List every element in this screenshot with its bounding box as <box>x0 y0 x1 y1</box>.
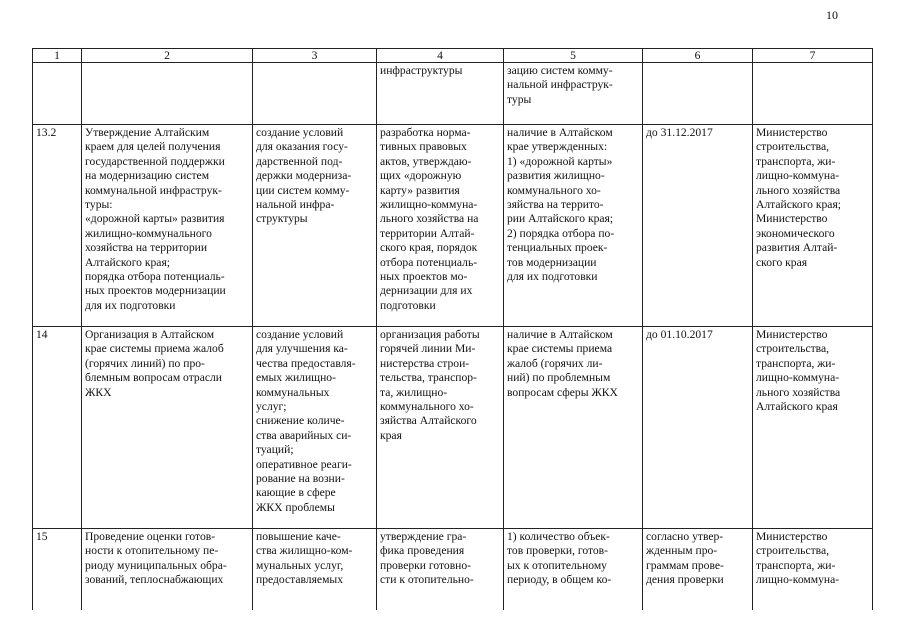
column-header: 3 <box>253 49 377 63</box>
column-header: 6 <box>643 49 753 63</box>
measure-responsible: Министерство строительства, транспорта, жи- лищно-коммуна- <box>753 529 873 611</box>
measure-indicator: наличие в Алтайском крае утвержденных: 1) «дорожной карты» развития жилищно- коммунального хо- зяйства на террито- рии Алтайского края; 2) порядка отбора по- тенциальных проек- тов модернизации для их подготовки <box>504 125 643 327</box>
measures-table <box>32 48 873 610</box>
table-cell <box>82 63 253 125</box>
table-row <box>33 125 873 327</box>
measure-indicator: 1) количество объек- тов проверки, готов- ых к отопительному периоду, в общем ко- <box>504 529 643 611</box>
table-cell <box>753 63 873 125</box>
column-header: 2 <box>82 49 253 63</box>
measure-actions: организация работы горячей линии Ми- нистерства строи- тельства, транспор- та, жилищно- коммунального хо- зяйства Алтайского края <box>377 327 504 529</box>
column-header: 1 <box>33 49 82 63</box>
table-cell: инфраструктуры <box>377 63 504 125</box>
measure-deadline: до 31.12.2017 <box>643 125 753 327</box>
column-header: 7 <box>753 49 873 63</box>
table-row <box>33 327 873 529</box>
table-cell <box>33 63 82 125</box>
row-number: 14 <box>33 327 82 529</box>
measure-goal: повышение каче- ства жилищно-ком- мунальных услуг, предоставляемых <box>253 529 377 611</box>
measure-actions: разработка норма- тивных правовых актов, утверждаю- щих «дорожную карту» развития жилищно-коммуна- льного хозяйства на территории Алтай- ского края, порядок отбора потенциаль- ных проектов мо- дернизации для их подготовки <box>377 125 504 327</box>
page-number: 10 <box>826 8 838 22</box>
column-header: 5 <box>504 49 643 63</box>
table-cell: зацию систем комму- нальной инфраструк- туры <box>504 63 643 125</box>
measure-indicator: наличие в Алтайском крае системы приема жалоб (горячих ли- ний) по проблемным вопросам сферы ЖКХ <box>504 327 643 529</box>
measure-goal: создание условий для улучшения ка- чества предоставля- емых жилищно- коммунальных услуг; снижение количе- ства аварийных си- туаций; оперативное реаги- рование на возни- кающие в сфере ЖКХ проблемы <box>253 327 377 529</box>
column-header: 4 <box>377 49 504 63</box>
measure-name: Проведение оценки готов- ности к отопительному пе- риоду муниципальных обра- зований, теплоснабжающих <box>82 529 253 611</box>
measure-deadline: до 01.10.2017 <box>643 327 753 529</box>
measure-responsible: Министерство строительства, транспорта, жи- лищно-коммуна- льного хозяйства Алтайского края <box>753 327 873 529</box>
measure-name: Утверждение Алтайским краем для целей получения государственной поддержки на модернизацию систем коммунальной инфраструк- туры: «дорожной карты» развития жилищно-коммунального хозяйства на территории Алтайского края; порядка отбора потенциаль- ных проектов модернизации для их подготовки <box>82 125 253 327</box>
row-number: 13.2 <box>33 125 82 327</box>
table-cell <box>643 63 753 125</box>
measure-goal: создание условий для оказания госу- дарственной под- держки модерниза- ции систем комму- нальной инфра- структуры <box>253 125 377 327</box>
row-number: 15 <box>33 529 82 611</box>
table-cell <box>253 63 377 125</box>
measure-responsible: Министерство строительства, транспорта, жи- лищно-коммуна- льного хозяйства Алтайского края; Министерство экономического развития Алтай- ского края <box>753 125 873 327</box>
table-row <box>33 529 873 611</box>
table-row-continuation <box>33 63 873 125</box>
table-header-row <box>33 49 873 63</box>
measure-actions: утверждение гра- фика проведения проверки готовно- сти к отопительно- <box>377 529 504 611</box>
measure-deadline: согласно утвер- жденным про- граммам прове- дения проверки <box>643 529 753 611</box>
measure-name: Организация в Алтайском крае системы приема жалоб (горячих линий) по про- блемным вопросам отрасли ЖКХ <box>82 327 253 529</box>
